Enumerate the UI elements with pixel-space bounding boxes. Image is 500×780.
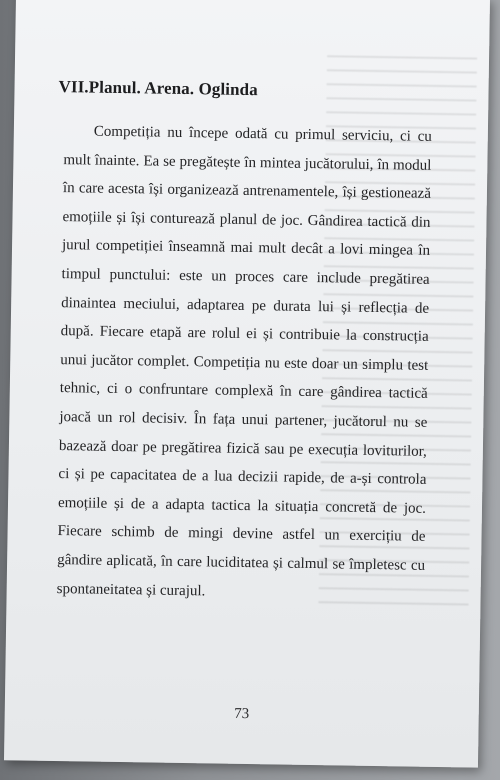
book-page — [4, 0, 490, 768]
page-number: 73 — [234, 705, 250, 723]
chapter-heading: VII.Planul. Arena. Oglinda — [58, 77, 258, 100]
body-paragraph: Competiția nu începe odată cu primul serviciu, ci cu mult înainte. Ea se pregătește în mintea jucătorului, în modul în care acesta își organizează antrenamentele, își gestionează emoțiile și își conturează planul de joc. Gândirea tactică din jurul competiției înseamnă mai mult decât a lovi mingea în timpul punctului: este un proces care include pregătirea dinaintea meciului, adaptarea pe durata lui și reflecția de după. Fiecare etapă are rolul ei și contribuie la construcția unui jucător complet. Competiția nu este doar un simplu test tehnic, ci o confruntare complexă în care gândirea tactică joacă un rol decisiv. În fața unui partener, jucătorul nu se bazează doar pe pregătirea fizică sau pe execuția loviturilor, ci și pe capacitatea de a lua decizii rapide, de a-și controla emoțiile și de a adapta tactica la situația concretă de joc. Fiecare schimb de mingi devine astfel un exercițiu de gândire aplicată, în care luciditatea și calmul se împletesc cu spontaneitatea și curajul. — [56, 123, 432, 599]
